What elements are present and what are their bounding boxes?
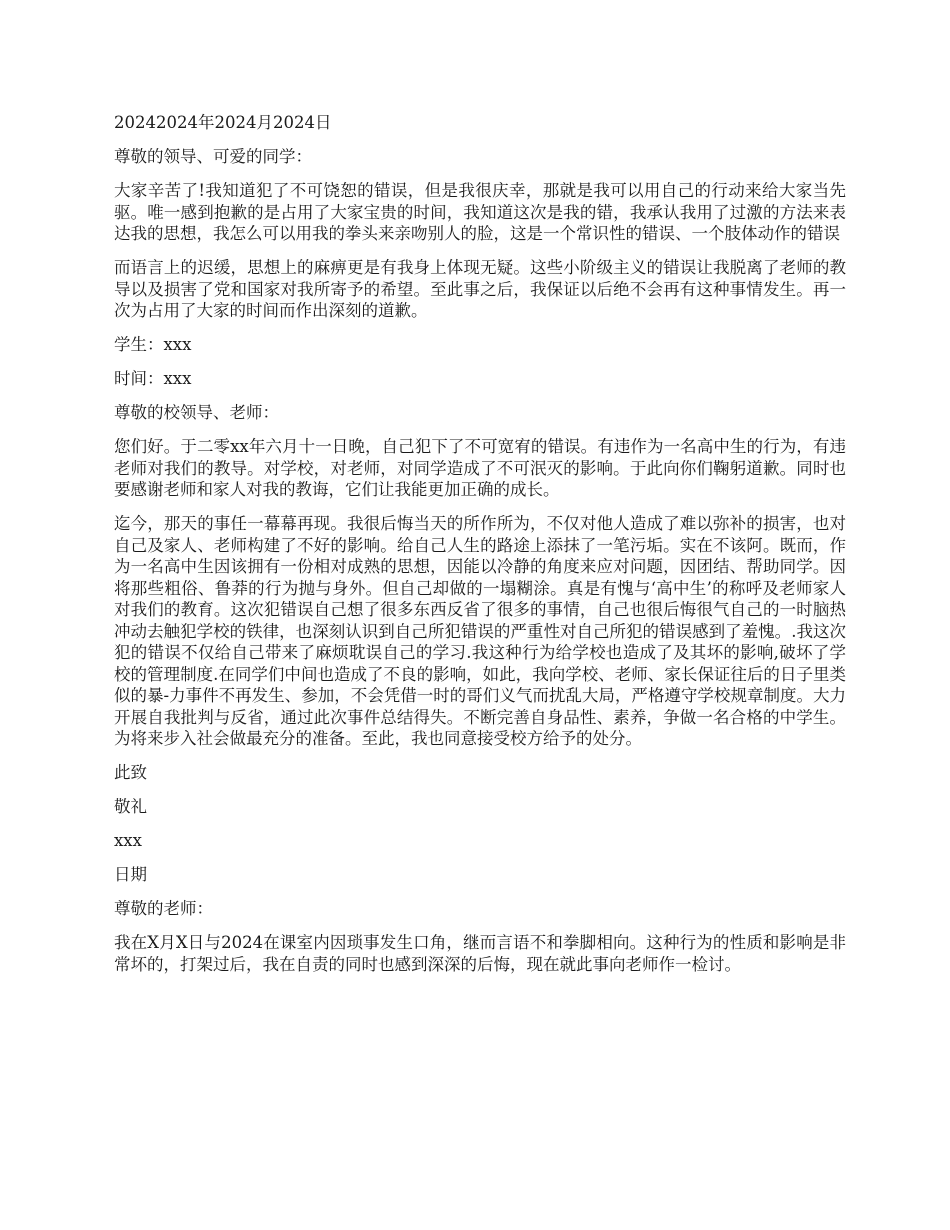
signature-name: xxx: [114, 831, 142, 850]
body-paragraph: 我在X月X日与2024在课室内因琐事发生口角，继而言语不和拳脚相向。这种行为的性质和影响是非常坏的，打架过后，我在自责的同时也感到深深的后悔，现在就此事向老师作一检讨。: [114, 933, 846, 974]
signature-date: 日期: [114, 865, 147, 884]
closing-cizhi: 此致: [114, 763, 147, 782]
signature-time: 时间：xxx: [114, 369, 192, 388]
document-body: [114, 112, 846, 988]
date-line: 20242024年2024月2024日: [114, 113, 332, 132]
salutation-school-leaders: 尊敬的校领导、老师：: [114, 403, 279, 422]
signature-student: 学生：xxx: [114, 335, 192, 354]
body-paragraph: 您们好。于二零xx年六月十一日晚，自己犯下了不可宽宥的错误。有违作为一名高中生的行为，有违老师对我们的教导。对学校，对老师，对同学造成了不可泯灭的影响。于此向你们鞠躬道歉。同时也要感谢老师和家人对我的教诲，它们让我能更加正确的成长。: [114, 437, 846, 499]
salutation-teacher: 尊敬的老师：: [114, 899, 213, 918]
body-paragraph: 大家辛苦了!我知道犯了不可饶恕的错误，但是我很庆幸，那就是我可以用自己的行动来给大家当先驱。唯一感到抱歉的是占用了大家宝贵的时间，我知道这次是我的错，我承认我用了过激的方法来表达我的思想，我怎么可以用我的拳头来亲吻别人的脸，这是一个常识性的错误、一个肢体动作的错误: [114, 181, 846, 243]
body-paragraph: 迄今，那天的事任一幕幕再现。我很后悔当天的所作所为，不仅对他人造成了难以弥补的损害，也对自己及家人、老师构建了不好的影响。给自己人生的路途上添抹了一笔污垢。实在不该阿。既而，作为一名高中生因该拥有一份相对成熟的思想，因能以冷静的角度来应对问题，因团结、帮助同学。因将那些粗俗、鲁莽的行为抛与身外。但自己却做的一塌糊涂。真是有愧与‘高中生’的称呼及老师家人对我们的教育。这次犯错误自己想了很多东西反省了很多的事情，自己也很后悔很气自己的一时脑热冲动去触犯学校的铁律，也深刻认识到自己所犯错误的严重性对自己所犯的错误感到了羞愧。.我这次犯的错误不仅给自己带来了麻烦耽误自己的学习.我这种行为给学校也造成了及其坏的影响,破坏了学校的管理制度.在同学们中间也造成了不良的影响，如此，我向学校、老师、家长保证往后的日子里类似的暴-力事件不再发生、参加，不会凭借一时的哥们义气而扰乱大局，严格遵守学校规章制度。大力开展自我批判与反省，通过此次事件总结得失。不断完善自身品性、素养，争做一名合格的中学生。为将来步入社会做最充分的准备。至此，我也同意接受校方给予的处分。: [114, 514, 846, 748]
salutation-leaders-classmates: 尊敬的领导、可爱的同学：: [114, 147, 312, 166]
closing-jingli: 敬礼: [114, 797, 147, 816]
body-paragraph: 而语言上的迟缓，思想上的麻痹更是有我身上体现无疑。这些小阶级主义的错误让我脱离了老师的教导以及损害了党和国家对我所寄予的希望。至此事之后，我保证以后绝不会再有这种事情发生。再一次为占用了大家的时间而作出深刻的道歉。: [114, 258, 846, 320]
